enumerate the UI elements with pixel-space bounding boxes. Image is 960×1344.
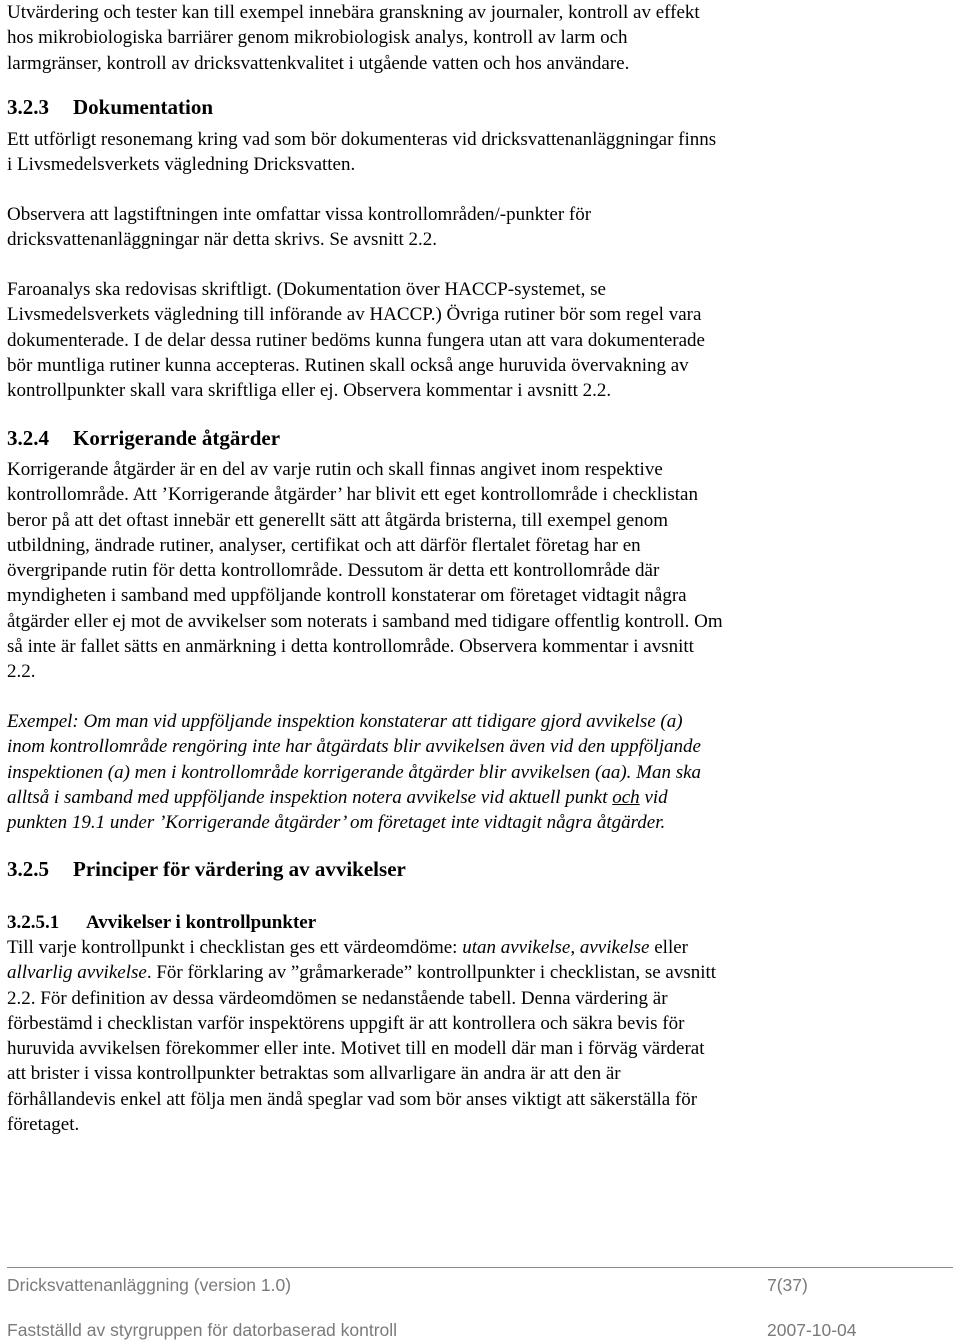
paragraph (7, 202, 591, 253)
text-line: Exempel: Om man vid uppföljande inspektion konstaterar att tidigare gjord avvikelse (a) (7, 711, 683, 732)
text-line: Korrigerande åtgärder är en del av varje rutin och skall finnas angivet inom respektive (7, 459, 663, 480)
text-line: förhållandevis enkel att följa men ändå speglar vad som bör anses viktigt att säkerställa för (7, 1088, 698, 1110)
text-line: att brister i vissa kontrollpunkter betraktas som allvarligare än andra är att den är (7, 1063, 621, 1085)
section-number: 3.2.4 (7, 426, 49, 450)
text-line: Observera att lagstiftningen inte omfattar vissa kontrollområden/-punkter för (7, 204, 592, 225)
section-title: Principer för värdering av avvikelser (73, 857, 406, 881)
text-line: bör muntliga rutiner kunna accepteras. Rutinen skall också ange huruvida övervakning av (7, 354, 689, 376)
text-fragment: alltså i samband med uppföljande inspektion notera avvikelse vid aktuell punkt (7, 786, 613, 808)
section-number: 3.2.5 (7, 857, 49, 881)
text-line: övergripande rutin för detta kontrollområde. Dessutom är detta ett kontrollområde där (7, 560, 660, 582)
page-footer-bottom-line (7, 1320, 953, 1342)
text-line: larmgränser, kontroll av dricksvattenkvalitet i utgående vatten och hos användare. (7, 52, 630, 74)
text-line: åtgärder eller ej mot de avvikelser som noterats i samband med tidigare offentlig kontroll. Om (7, 610, 723, 632)
text-line: kontrollpunkter skall vara skriftliga eller ej. Observera kommentar i avsnitt 2.2. (7, 380, 612, 402)
example-paragraph (7, 709, 701, 835)
text-line: inom kontrollområde rengöring inte har åtgärdats blir avvikelsen även vid den uppföljande (7, 736, 701, 758)
page-footer-top-line (7, 1275, 953, 1297)
italic-fragment: utan avvikelse, avvikelse (462, 937, 650, 958)
section-number: 3.2.5.1 (7, 912, 60, 933)
text-line: Utvärdering och tester kan till exempel innebära granskning av journaler, kontroll av effekt (7, 2, 700, 23)
text-line: 2.2. För definition av dessa värdeomdömen se nedanstående tabell. Denna värdering är (7, 987, 668, 1009)
text-line: Ett utförligt resonemang kring vad som bör dokumenteras vid dricksvattenanläggningar finns (7, 129, 717, 150)
text-fragment: Till varje kontrollpunkt i checklistan ges ett värdeomdöme: (7, 937, 463, 958)
text-line (7, 935, 716, 960)
text-line: punkten 19.1 under ’Korrigerande åtgärder’ om företaget inte vidtagit några åtgärder. (7, 812, 666, 834)
text-line (7, 960, 716, 985)
text-line: hos mikrobiologiska barriärer genom mikrobiologisk analys, kontroll av larm och (7, 27, 628, 49)
text-line: inspektionen (a) men i kontrollområde korrigerande åtgärder blir avvikelsen (aa). Man ska (7, 761, 702, 783)
text-line: Livsmedelsverkets vägledning till införande av HACCP.) Övriga rutiner bör som regel vara (7, 304, 702, 326)
section-title: Dokumentation (73, 95, 214, 119)
text-line: dokumenterade. I de delar dessa rutiner bedöms kunna fungera utan att vara dokumenterade (7, 329, 705, 351)
text-fragment: eller (649, 937, 688, 958)
text-line: kontrollområde. Att ’Korrigerande åtgärder’ har blivit ett eget kontrollområde i checklistan (7, 484, 698, 506)
italic-fragment: allvarlig avvikelse (7, 962, 147, 984)
subsection-heading-3-2-5-1 (7, 910, 316, 935)
footer-doc-title: Dricksvattenanläggning (version 1.0) (7, 1275, 292, 1295)
text-line: beror på att det oftast innebär ett generellt sätt att åtgärda bristerna, till exempel genom (7, 509, 669, 531)
section-heading-3-2-4 (7, 424, 280, 452)
text-line: Faroanalys ska redovisas skriftligt. (Dokumentation över HACCP-systemet, se (7, 279, 606, 300)
text-line: 2.2. (7, 661, 36, 683)
section-number: 3.2.3 (7, 95, 49, 119)
section-heading-3-2-3 (7, 93, 213, 121)
text-line: myndigheten i samband med uppföljande kontroll konstaterar om företaget vidtagit några (7, 585, 687, 607)
text-line (7, 785, 701, 810)
text-fragment: . För förklaring av ”gråmarkerade” kontrollpunkter i checklistan, se avsnitt (146, 962, 717, 984)
section-title: Korrigerande åtgärder (73, 426, 281, 450)
text-line: dricksvattenanläggningar när detta skrivs. Se avsnitt 2.2. (7, 229, 438, 251)
paragraph (7, 127, 716, 178)
section-heading-3-2-5 (7, 855, 406, 883)
footer-approved-by: Fastställd av styrgruppen för datorbaserad kontroll (7, 1320, 398, 1340)
text-line: utbildning, ändrade rutiner, analyser, certifikat och att därför flertalet företag har en (7, 534, 641, 556)
footer-page-number: 7(37) (767, 1275, 808, 1295)
text-fragment: vid (639, 786, 668, 808)
text-line: i Livsmedelsverkets vägledning Dricksvatten. (7, 154, 356, 176)
intro-paragraph (7, 0, 700, 76)
underlined-word: och (612, 786, 640, 808)
footer-rule (7, 1267, 953, 1268)
text-line: förbestämd i checklistan varför inspektörens uppgift är att kontrollera och säkra bevis för (7, 1012, 685, 1034)
text-line: så inte är fallet sätts en anmärkning i detta kontrollområde. Observera kommentar i avsnitt (7, 636, 694, 658)
footer-date: 2007-10-04 (767, 1320, 857, 1340)
section-title: Avvikelser i kontrollpunkter (86, 912, 317, 933)
paragraph (7, 457, 723, 685)
paragraph (7, 935, 716, 1137)
text-line: huruvida avvikelsen förekommer eller inte. Motivet till en modell där man i förväg värderat (7, 1038, 705, 1060)
paragraph (7, 277, 705, 403)
text-line: företaget. (7, 1114, 80, 1136)
